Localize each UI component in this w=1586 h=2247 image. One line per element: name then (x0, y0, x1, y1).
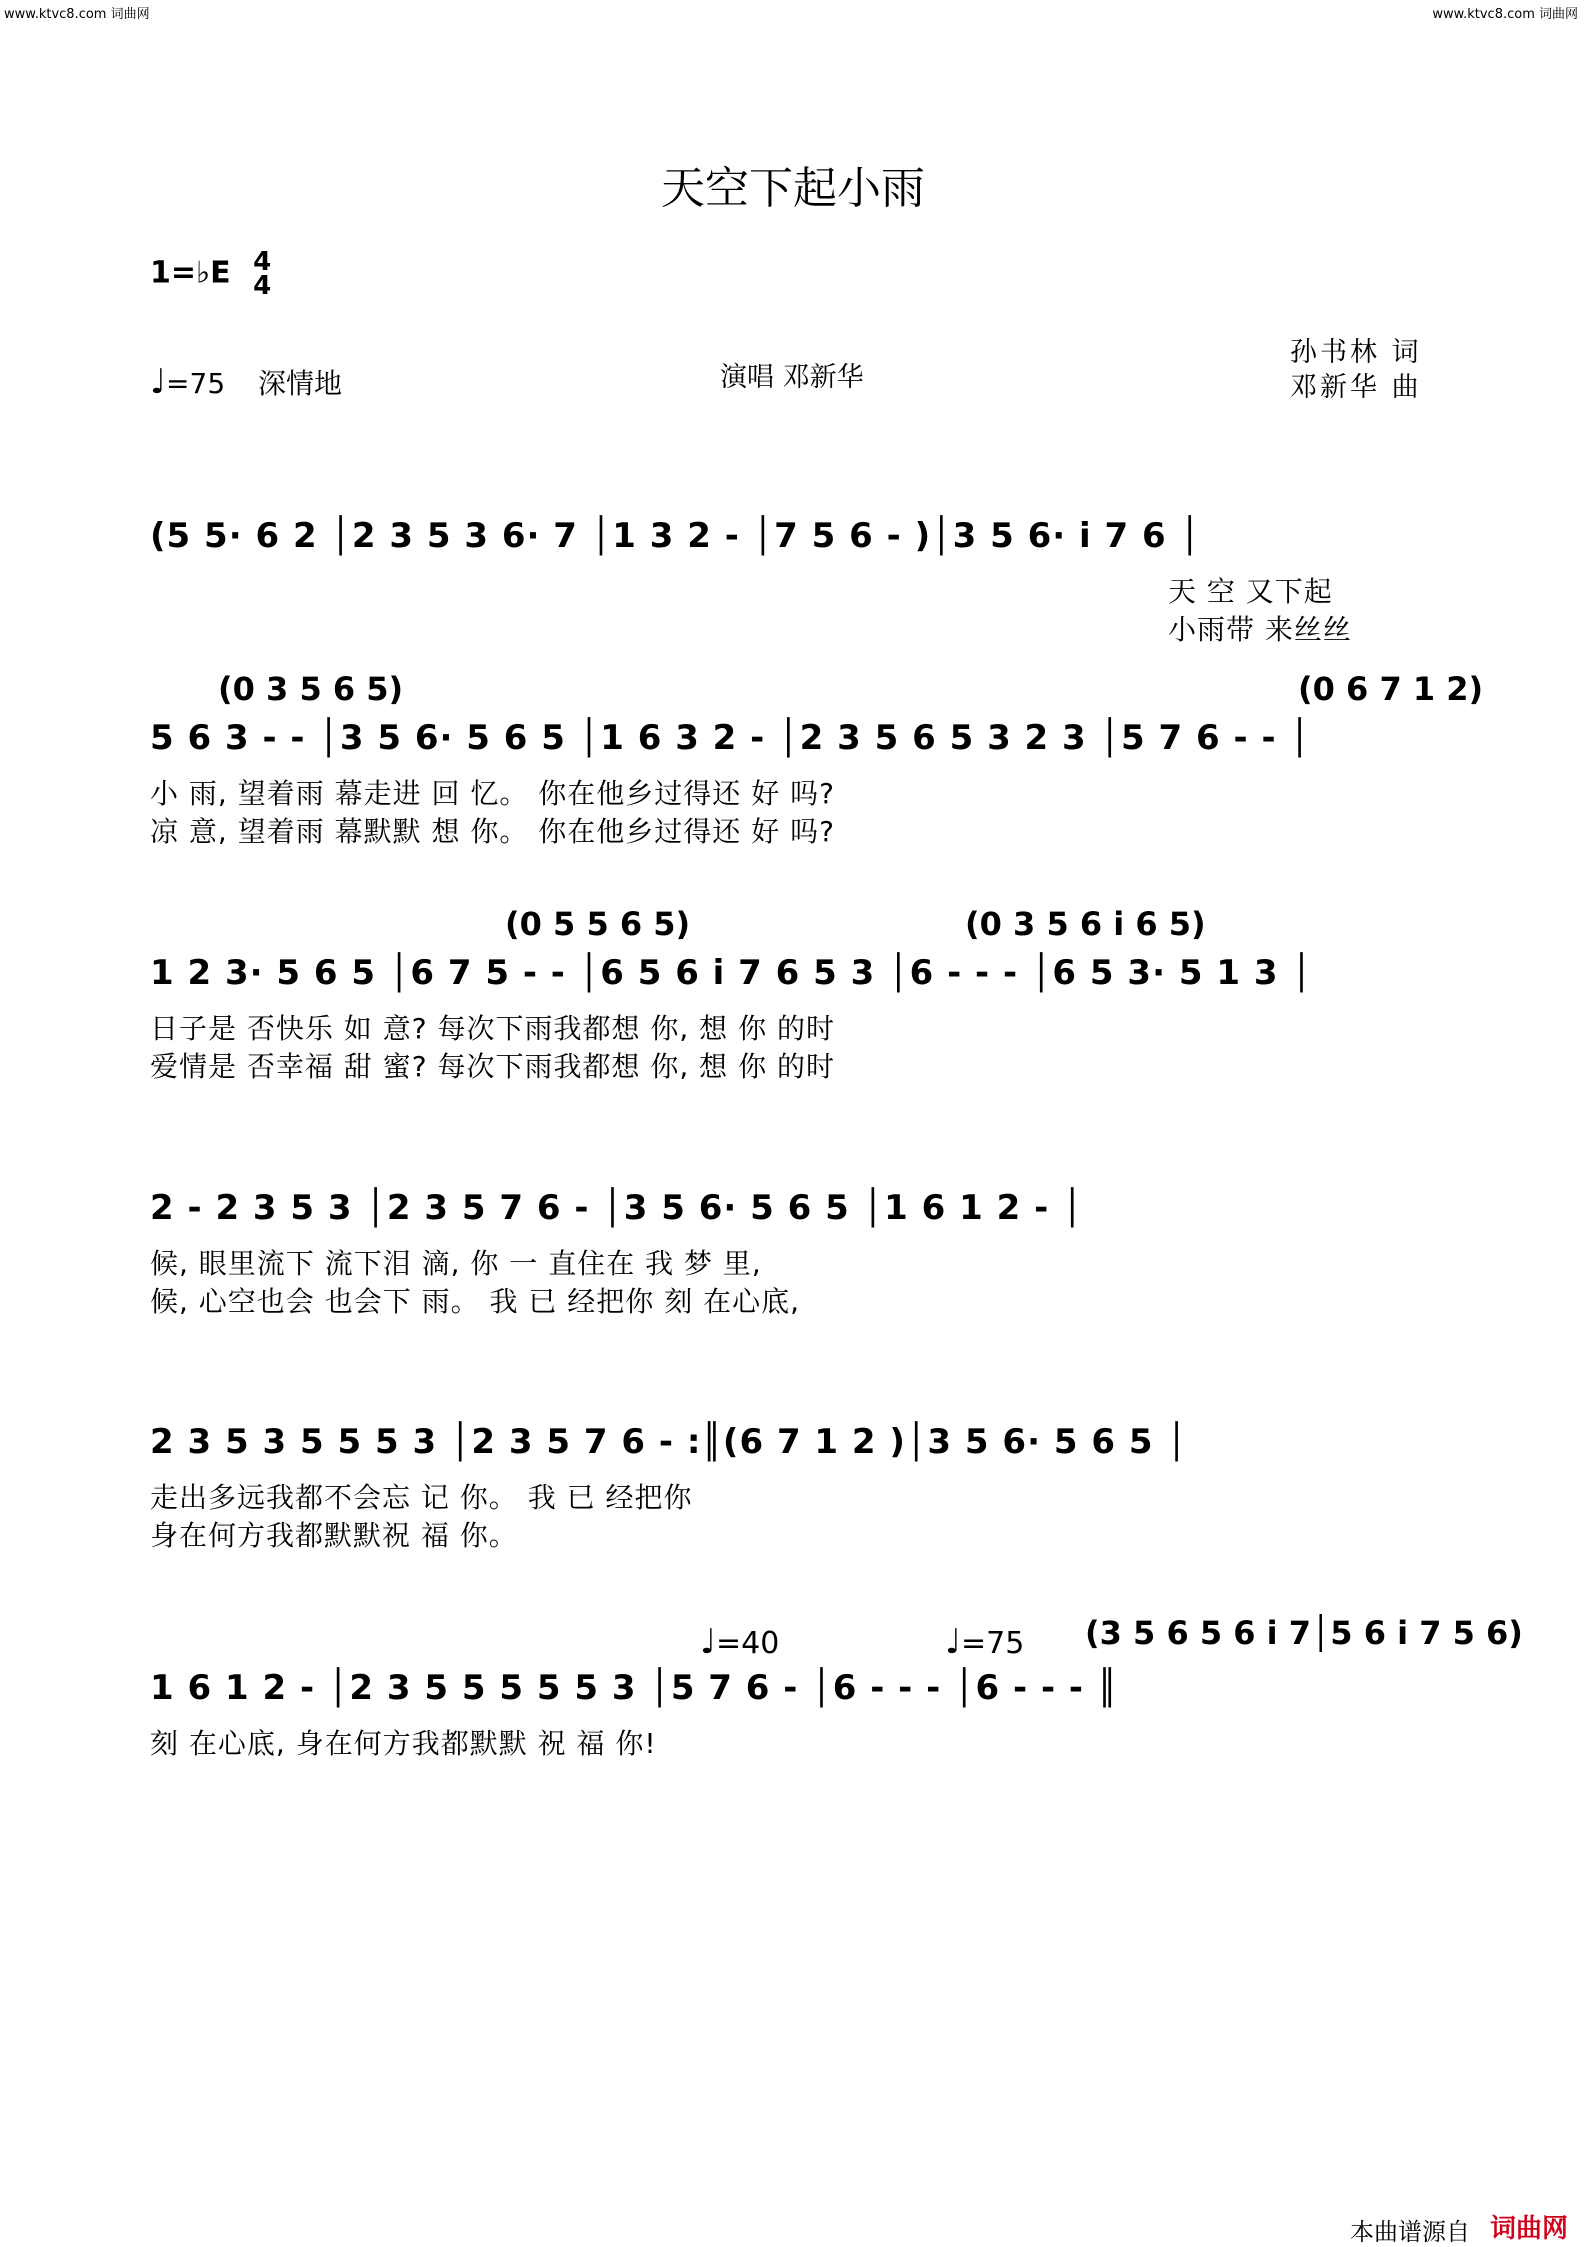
tempo-change-40 (700, 1622, 779, 1662)
interlude-row-3-b: (0 3 5 6 i 6 5) (965, 905, 1206, 943)
tempo-marking (150, 362, 342, 402)
lyrics-row-5-verse-2: 身在何方我都默默祝 福 你。 (150, 1519, 518, 1552)
lyrics-row-1-verse-2: 小雨带 来丝丝 (1168, 613, 1352, 646)
lyrics-row-3-verse-2: 爱情是 否幸福 甜 蜜? 每次下雨我都想 你, 想 你 的时 (150, 1050, 835, 1083)
notation-row-5: 2 3 5 3 5 5 5 3 │2 3 5 7 6 - :║(6 7 1 2 )│3 5 6· 5 6 5 │ (150, 1422, 1188, 1462)
time-sig-top: 4 (253, 247, 272, 277)
composer-credit: 邓新华 曲 (1290, 372, 1422, 403)
site-watermark-right: www.ktvc8.com 词曲网 (1432, 7, 1578, 22)
singer-credit: 演唱 邓新华 (720, 362, 864, 393)
quarter-note-icon: ♩ (945, 1622, 962, 1662)
interlude-row-3-a: (0 5 5 6 5) (505, 905, 691, 943)
tempo-75-value: =75 (961, 1626, 1025, 1661)
lyrics-row-3-verse-1: 日子是 否快乐 如 意? 每次下雨我都想 你, 想 你 的时 (150, 1012, 835, 1045)
expression-mark: 深情地 (258, 367, 343, 400)
notation-row-1: (5 5· 6 2 │2 3 5 3 6· 7 │1 3 2 - │7 5 6 - )│3 5 6· i 7 6 │ (150, 516, 1201, 556)
tempo-change-75 (945, 1622, 1024, 1662)
time-signature (253, 247, 272, 301)
lyrics-row-6-verse-1: 刻 在心底, 身在何方我都默默 祝 福 你! (150, 1727, 657, 1760)
key-signature (150, 247, 272, 301)
quarter-note-icon: ♩ (700, 1622, 717, 1662)
notation-row-2: 5 6 3 - - │3 5 6· 5 6 5 │1 6 3 2 - │2 3 5 6 5 3 2 3 │5 7 6 - - │ (150, 718, 1311, 758)
tempo-value: =75 (166, 367, 226, 400)
footer-brand-logo: 词曲网 (1490, 2214, 1569, 2244)
notation-row-3: 1 2 3· 5 6 5 │6 7 5 - - │6 5 6 i 7 6 5 3 │6 - - - │6 5 3· 5 1 3 │ (150, 953, 1313, 993)
lyrics-row-2-verse-2: 凉 意, 望着雨 幕默默 想 你。 你在他乡过得还 好 吗? (150, 815, 835, 848)
song-title: 天空下起小雨 (661, 163, 925, 214)
interlude-row-6: (3 5 6 5 6 i 7│5 6 i 7 5 6) (1085, 1614, 1523, 1652)
site-watermark-left: www.ktvc8.com 词曲网 (4, 7, 150, 22)
tempo-40-value: =40 (716, 1626, 780, 1661)
lyrics-row-5-verse-1: 走出多远我都不会忘 记 你。 我 已 经把你 (150, 1481, 693, 1514)
key-text: 1=♭E (150, 255, 231, 291)
lyricist-credit: 孙书林 词 (1290, 337, 1422, 368)
quarter-note-icon: ♩ (150, 362, 167, 402)
lyrics-row-2-verse-1: 小 雨, 望着雨 幕走进 回 忆。 你在他乡过得还 好 吗? (150, 777, 835, 810)
interlude-row-2-b: (0 6 7 1 2) (1298, 670, 1484, 708)
notation-row-4: 2 - 2 3 5 3 │2 3 5 7 6 - │3 5 6· 5 6 5 │1 6 1 2 - │ (150, 1188, 1084, 1228)
interlude-row-2-a: (0 3 5 6 5) (218, 670, 404, 708)
time-sig-bottom: 4 (253, 271, 272, 301)
notation-row-6: 1 6 1 2 - │2 3 5 5 5 5 5 3 │5 7 6 - │6 - - - │6 - - - ║ (150, 1668, 1119, 1708)
lyrics-row-1-verse-1: 天 空 又下起 (1168, 575, 1333, 608)
lyrics-row-4-verse-1: 候, 眼里流下 流下泪 滴, 你 一 直住在 我 梦 里, (150, 1247, 762, 1280)
footer-source: 本曲谱源自 (1350, 2218, 1470, 2246)
lyrics-row-4-verse-2: 候, 心空也会 也会下 雨。 我 已 经把你 刻 在心底, (150, 1285, 801, 1318)
